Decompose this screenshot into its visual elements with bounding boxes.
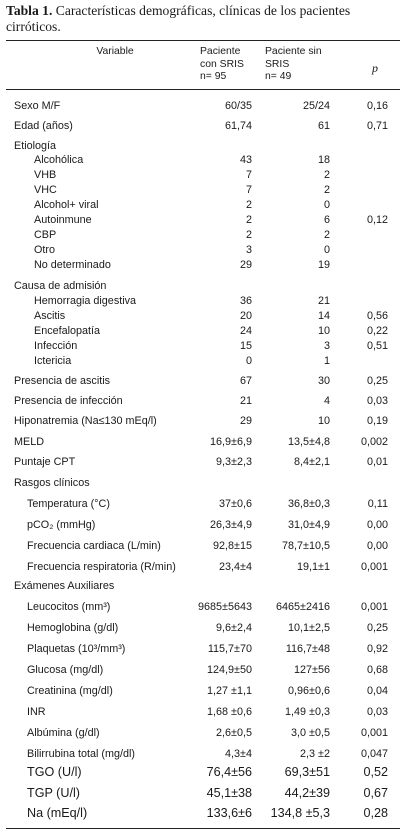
row-p-value: 0,12 — [366, 214, 388, 226]
row-label: MELD — [14, 436, 44, 448]
row-value-sris: 61,74 — [224, 120, 252, 132]
row-value-no-sris: 10 — [317, 325, 330, 337]
row-label: Hemorragia digestiva — [34, 295, 137, 307]
row-p-value: 0,28 — [363, 806, 388, 820]
row-label: Temperatura (°C) — [27, 498, 110, 510]
row-label: Presencia de ascitis — [14, 375, 111, 387]
row-value-no-sris: 2 — [323, 229, 330, 241]
row-value-sris: 115,7±70 — [207, 643, 252, 655]
row-label: CBP — [34, 229, 57, 241]
row-label: Etiología — [14, 140, 57, 152]
row-label: Encefalopatía — [34, 325, 101, 337]
row-p-value: 0,047 — [360, 748, 388, 760]
row-label: Rasgos clínicos — [14, 477, 90, 489]
row-label: Causa de admisión — [14, 280, 107, 292]
row-p-value: 0,22 — [366, 325, 388, 337]
row-label: Alcohólica — [34, 154, 84, 166]
row-value-no-sris: 127±56 — [294, 664, 330, 676]
row-label: TGO (U/l) — [27, 765, 82, 779]
row-value-no-sris: 3,0 ±0,5 — [291, 727, 330, 739]
row-value-sris: 9,3±2,3 — [216, 456, 252, 468]
row-value-sris: 3 — [245, 244, 252, 256]
row-p-value: 0,92 — [366, 643, 388, 655]
row-label: Na (mEq/l) — [27, 806, 88, 820]
row-p-value: 0,11 — [367, 498, 388, 510]
row-value-no-sris: 18 — [317, 154, 330, 166]
row-value-no-sris: 0 — [323, 244, 330, 256]
row-label: Bilirrubina total (mg/dl) — [27, 748, 136, 760]
row-value-sris: 26,3±4,9 — [210, 519, 252, 531]
row-label: Leucocitos (mm³) — [27, 601, 111, 613]
row-value-sris: 23,4±4 — [219, 561, 252, 573]
row-value-no-sris: 10,1±2,5 — [288, 622, 330, 634]
row-value-sris: 29 — [239, 415, 252, 427]
row-p-value: 0,71 — [366, 120, 388, 132]
row-p-value: 0,001 — [360, 561, 388, 573]
row-label: Presencia de infección — [14, 395, 123, 407]
row-value-no-sris: 2,3 ±2 — [300, 748, 330, 760]
row-p-value: 0,002 — [360, 436, 388, 448]
row-label: Hemoglobina (g/dl) — [27, 622, 119, 634]
header-col-no-sris — [265, 46, 335, 84]
row-value-sris: 2 — [245, 199, 252, 211]
row-value-sris: 9,6±2,4 — [216, 622, 252, 634]
row-value-no-sris: 25/24 — [302, 100, 330, 112]
row-p-value: 0,56 — [366, 310, 388, 322]
row-p-value: 0,03 — [366, 706, 388, 718]
row-value-no-sris: 36,8±0,3 — [288, 498, 330, 510]
table-title — [6, 3, 400, 35]
row-p-value: 0,25 — [366, 622, 388, 634]
row-value-no-sris: 21 — [317, 295, 330, 307]
row-value-sris: 76,4±56 — [206, 765, 252, 779]
row-p-value: 0,04 — [366, 685, 388, 697]
header-col-no-sris-line3: n= 49 — [265, 71, 292, 82]
row-value-sris: 1,27 ±1,1 — [207, 685, 252, 697]
row-value-no-sris: 69,3±51 — [284, 765, 330, 779]
row-label: VHB — [34, 169, 57, 181]
row-label: Creatinina (mg/dl) — [27, 685, 113, 697]
row-value-no-sris: 116,7±48 — [285, 643, 330, 655]
row-p-value: 0,19 — [366, 415, 388, 427]
row-value-no-sris: 1,49 ±0,3 — [285, 706, 330, 718]
row-value-sris: 2 — [245, 229, 252, 241]
row-p-value: 0,03 — [366, 395, 388, 407]
row-p-value: 0,25 — [366, 375, 388, 387]
header-col-sris-line2: con SRIS — [200, 58, 244, 70]
header-col-sris — [200, 46, 260, 84]
row-label: Exámenes Auxiliares — [14, 580, 115, 592]
row-value-sris: 133,6±6 — [206, 806, 252, 820]
row-value-sris: 45,1±38 — [206, 786, 252, 800]
row-label: Sexo M/F — [14, 100, 61, 112]
row-p-value: 0,16 — [366, 100, 388, 112]
row-value-no-sris: 6465±2416 — [276, 601, 330, 613]
row-label: Frecuencia cardiaca (L/min) — [27, 540, 161, 552]
row-value-no-sris: 30 — [317, 375, 330, 387]
row-value-sris: 2 — [245, 214, 252, 226]
row-p-value: 0,68 — [366, 664, 388, 676]
table-title-label: Tabla 1. — [6, 3, 53, 18]
row-value-no-sris: 6 — [323, 214, 330, 226]
row-value-sris: 15 — [239, 340, 252, 352]
row-value-sris: 24 — [239, 325, 252, 337]
row-p-value: 0,52 — [363, 765, 388, 779]
row-value-no-sris: 78,7±10,5 — [282, 540, 330, 552]
row-label: TGP (U/l) — [27, 786, 80, 800]
table-top-rule — [6, 40, 400, 41]
row-value-sris: 67 — [239, 375, 252, 387]
row-value-sris: 4,3±4 — [225, 748, 252, 760]
row-value-no-sris: 44,2±39 — [284, 786, 330, 800]
header-bottom-rule — [6, 89, 400, 90]
row-value-sris: 124,9±50 — [207, 664, 252, 676]
row-p-value: 0,00 — [366, 519, 388, 531]
row-value-no-sris: 19 — [317, 259, 330, 271]
row-value-no-sris: 3 — [323, 340, 330, 352]
row-value-sris: 7 — [245, 169, 252, 181]
row-value-sris: 2,6±0,5 — [216, 727, 252, 739]
row-value-no-sris: 1 — [323, 355, 330, 367]
row-value-no-sris: 134,8 ±5,3 — [270, 806, 330, 820]
row-label: Infección — [34, 340, 78, 352]
row-label: No determinado — [34, 259, 111, 271]
row-value-no-sris: 31,0±4,9 — [288, 519, 330, 531]
row-value-sris: 29 — [239, 259, 252, 271]
row-p-value: 0,51 — [366, 340, 388, 352]
row-value-sris: 21 — [239, 395, 252, 407]
row-value-sris: 7 — [245, 184, 252, 196]
header-col-no-sris-line2: SRIS — [265, 58, 290, 70]
row-value-sris: 0 — [245, 355, 252, 367]
row-label: Edad (años) — [14, 120, 73, 132]
header-p: p — [372, 61, 378, 75]
table-title-text: Características demográficas, clínicas de los pacientes cirróticos. — [6, 3, 351, 34]
row-p-value: 0,01 — [366, 456, 388, 468]
row-label: Autoinmune — [34, 214, 92, 226]
row-p-value: 0,00 — [366, 540, 388, 552]
row-p-value: 0,001 — [360, 601, 388, 613]
row-p-value: 0,67 — [363, 786, 388, 800]
header-col-sris-line3: n= 95 — [200, 71, 227, 82]
row-label: INR — [27, 706, 46, 718]
row-label: pCO₂ (mmHg) — [27, 519, 96, 531]
row-value-no-sris: 19,1±1 — [297, 561, 330, 573]
header-col-no-sris-line1: Paciente sin — [265, 46, 322, 57]
row-label: Otro — [34, 244, 55, 256]
row-label: Ascitis — [34, 310, 66, 322]
row-value-no-sris: 10 — [317, 415, 330, 427]
row-label: Albúmina (g/dl) — [27, 727, 100, 739]
row-value-sris: 60/35 — [224, 100, 252, 112]
row-p-value: 0,001 — [360, 727, 388, 739]
row-label: Ictericia — [34, 355, 72, 367]
header-col-sris-line1: Paciente — [200, 46, 241, 57]
row-value-no-sris: 0 — [323, 199, 330, 211]
row-value-sris: 43 — [239, 154, 252, 166]
row-label: Glucosa (mg/dl) — [27, 664, 104, 676]
row-value-no-sris: 61 — [317, 120, 330, 132]
row-value-no-sris: 0,96±0,6 — [288, 685, 330, 697]
row-value-sris: 36 — [239, 295, 252, 307]
row-value-no-sris: 13,5±4,8 — [288, 436, 330, 448]
row-value-no-sris: 2 — [323, 169, 330, 181]
row-value-no-sris: 4 — [323, 395, 330, 407]
row-label: Alcohol+ viral — [34, 199, 99, 211]
row-value-no-sris: 8,4±2,1 — [294, 456, 330, 468]
row-label: VHC — [34, 184, 57, 196]
row-value-sris: 92,8±15 — [213, 540, 252, 552]
row-value-sris: 1,68 ±0,6 — [207, 706, 252, 718]
row-label: Plaquetas (10³/mm³) — [27, 643, 126, 655]
row-value-sris: 37±0,6 — [219, 498, 252, 510]
row-label: Frecuencia respiratoria (R/min) — [27, 561, 176, 573]
table-bottom-rule — [6, 828, 400, 829]
row-value-no-sris: 2 — [323, 184, 330, 196]
row-label: Puntaje CPT — [14, 456, 76, 468]
row-value-no-sris: 14 — [317, 310, 330, 322]
row-value-sris: 16,9±6,9 — [210, 436, 252, 448]
row-label: Hiponatremia (Na≤130 mEq/l) — [14, 415, 157, 427]
row-value-sris: 20 — [239, 310, 252, 322]
row-value-sris: 9685±5643 — [198, 601, 252, 613]
header-variable: Variable — [96, 46, 134, 57]
